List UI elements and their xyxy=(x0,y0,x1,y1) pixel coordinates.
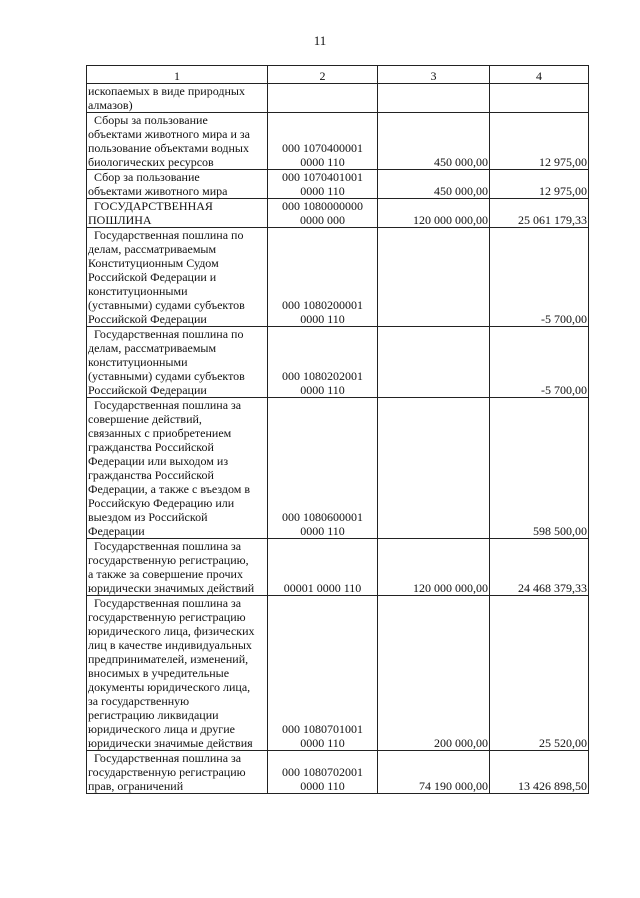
revenue-name-cell xyxy=(87,327,268,398)
revenue-name-line: государственную регистрацию, xyxy=(88,553,249,567)
revenue-name-line: прав, ограничений xyxy=(88,779,184,793)
revenue-name-line: лиц в качестве индивидуальных xyxy=(88,638,252,652)
revenue-name-line: ископаемых в виде природных xyxy=(88,84,245,98)
classification-code-cell xyxy=(268,539,378,596)
classification-code-line: 000 1080200001 xyxy=(282,298,363,312)
table-row xyxy=(87,113,589,170)
column-header-1: 1 xyxy=(87,66,268,84)
classification-code-line: 0000 000 xyxy=(300,213,345,227)
revenue-name-cell xyxy=(87,751,268,794)
column-header-3: 3 xyxy=(378,66,490,84)
planned-amount-cell xyxy=(378,228,490,327)
revenue-name-cell xyxy=(87,170,268,199)
table-row xyxy=(87,199,589,228)
classification-code-line: 000 1070400001 xyxy=(282,141,363,155)
revenue-name-line: Государственная пошлина за xyxy=(94,539,242,553)
revenue-name-line: юридически значимые действия xyxy=(88,736,253,750)
classification-code-cell xyxy=(268,170,378,199)
planned-amount-cell: 74 190 000,00 xyxy=(378,751,490,794)
classification-code-cell xyxy=(268,398,378,539)
revenue-name-line: выездом из Российской xyxy=(88,510,208,524)
page-number: 11 xyxy=(313,33,327,48)
revenue-name-line: Государственная пошлина по xyxy=(94,228,244,242)
revenue-name-line: Российской Федерации xyxy=(88,312,207,326)
classification-code-cell xyxy=(268,228,378,327)
classification-code-cell xyxy=(268,751,378,794)
revenue-name-line: государственную регистрацию xyxy=(88,765,246,779)
budget-revenue-table xyxy=(86,65,589,794)
classification-code-line: 0000 110 xyxy=(300,736,345,750)
revenue-name-line: ГОСУДАРСТВЕННАЯ xyxy=(94,199,213,213)
revenue-name-line: Российской Федерации xyxy=(88,383,207,397)
revenue-name-line: объектами животного мира xyxy=(88,184,228,198)
table-row xyxy=(87,84,589,113)
revenue-name-line: Государственная пошлина за xyxy=(94,398,242,412)
revenue-name-line: Конституционным Судом xyxy=(88,256,219,270)
classification-code-line: 0000 110 xyxy=(300,779,345,793)
classification-code-line: 000 1080000000 xyxy=(282,199,363,213)
revenue-name-line: Сборы за пользование xyxy=(94,113,208,127)
revenue-name-line: пользование объектами водных xyxy=(88,141,249,155)
classification-code-cell xyxy=(268,199,378,228)
classification-code-line: 000 1080202001 xyxy=(282,369,363,383)
classification-code-cell xyxy=(268,113,378,170)
revenue-name-line: гражданства Российской xyxy=(88,440,214,454)
actual-amount-cell: 25 520,00 xyxy=(490,596,589,751)
revenue-name-line: юридического лица, физических xyxy=(88,624,255,638)
planned-amount-cell: 450 000,00 xyxy=(378,170,490,199)
column-header-2: 2 xyxy=(268,66,378,84)
revenue-name-line: алмазов) xyxy=(88,98,133,112)
classification-code-cell xyxy=(268,596,378,751)
revenue-name-cell xyxy=(87,539,268,596)
revenue-name-line: Государственная пошлина по xyxy=(94,327,244,341)
classification-code-line: 000 1080600001 xyxy=(282,510,363,524)
classification-code-line: 000 1080702001 xyxy=(282,765,363,779)
actual-amount-cell: -5 700,00 xyxy=(490,327,589,398)
actual-amount-cell: 598 500,00 xyxy=(490,398,589,539)
revenue-name-line: за государственную xyxy=(88,694,190,708)
revenue-name-line: документы юридического лица, xyxy=(88,680,251,694)
table-row xyxy=(87,228,589,327)
column-header-4: 4 xyxy=(490,66,589,84)
table-row xyxy=(87,327,589,398)
table-row xyxy=(87,170,589,199)
classification-code-line: 0000 110 xyxy=(300,312,345,326)
classification-code-line: 00001 0000 110 xyxy=(283,581,362,595)
table-row xyxy=(87,398,589,539)
revenue-name-line: вносимых в учредительные xyxy=(88,666,230,680)
revenue-name-line: Государственная пошлина за xyxy=(94,751,242,765)
revenue-name-line: регистрацию ликвидации xyxy=(88,708,219,722)
revenue-name-line: гражданства Российской xyxy=(88,468,214,482)
classification-code-line: 0000 110 xyxy=(300,383,345,397)
planned-amount-cell: 450 000,00 xyxy=(378,113,490,170)
revenue-name-line: объектами животного мира и за xyxy=(88,127,250,141)
revenue-name-line: (уставными) судами субъектов xyxy=(88,369,245,383)
revenue-name-cell xyxy=(87,398,268,539)
actual-amount-cell: 12 975,00 xyxy=(490,113,589,170)
revenue-name-line: Федерации xyxy=(88,524,145,538)
revenue-name-line: а также за совершение прочих xyxy=(88,567,243,581)
actual-amount-cell: 25 061 179,33 xyxy=(490,199,589,228)
actual-amount-cell: 12 975,00 xyxy=(490,170,589,199)
planned-amount-cell: 200 000,00 xyxy=(378,596,490,751)
revenue-name-line: Сбор за пользование xyxy=(94,170,200,184)
revenue-name-line: Российской Федерации и xyxy=(88,270,217,284)
revenue-name-line: совершение действий, xyxy=(88,412,202,426)
revenue-name-line: делам, рассматриваемым xyxy=(88,242,217,256)
revenue-name-line: делам, рассматриваемым xyxy=(88,341,217,355)
planned-amount-cell xyxy=(378,398,490,539)
planned-amount-cell xyxy=(378,84,490,113)
table-row xyxy=(87,596,589,751)
revenue-name-line: Федерации или выходом из xyxy=(88,454,229,468)
actual-amount-cell: 13 426 898,50 xyxy=(490,751,589,794)
table-row xyxy=(87,751,589,794)
classification-code-line: 0000 110 xyxy=(300,524,345,538)
table-header-row xyxy=(87,66,589,84)
planned-amount-cell xyxy=(378,327,490,398)
revenue-name-line: предпринимателей, изменений, xyxy=(88,652,249,666)
revenue-name-line: конституционными xyxy=(88,284,188,298)
revenue-name-cell xyxy=(87,113,268,170)
actual-amount-cell: 24 468 379,33 xyxy=(490,539,589,596)
revenue-name-line: ПОШЛИНА xyxy=(88,213,152,227)
revenue-name-cell xyxy=(87,199,268,228)
revenue-name-line: Федерации, а также с въездом в xyxy=(88,482,251,496)
revenue-name-cell xyxy=(87,84,268,113)
classification-code-cell xyxy=(268,327,378,398)
revenue-name-line: Государственная пошлина за xyxy=(94,596,242,610)
actual-amount-cell: -5 700,00 xyxy=(490,228,589,327)
revenue-name-line: Российскую Федерацию или xyxy=(88,496,235,510)
classification-code-line: 000 1070401001 xyxy=(282,170,363,184)
classification-code-cell xyxy=(268,84,378,113)
revenue-name-line: (уставными) судами субъектов xyxy=(88,298,245,312)
revenue-name-line: государственную регистрацию xyxy=(88,610,246,624)
revenue-name-line: конституционными xyxy=(88,355,188,369)
revenue-name-line: юридически значимых действий xyxy=(88,581,255,595)
revenue-name-cell xyxy=(87,596,268,751)
classification-code-line: 000 1080701001 xyxy=(282,722,363,736)
revenue-name-line: связанных с приобретением xyxy=(88,426,232,440)
classification-code-line: 0000 110 xyxy=(300,184,345,198)
revenue-name-cell xyxy=(87,228,268,327)
revenue-name-line: юридического лица и другие xyxy=(88,722,235,736)
actual-amount-cell xyxy=(490,84,589,113)
classification-code-line: 0000 110 xyxy=(300,155,345,169)
planned-amount-cell: 120 000 000,00 xyxy=(378,539,490,596)
revenue-name-line: биологических ресурсов xyxy=(88,155,214,169)
planned-amount-cell: 120 000 000,00 xyxy=(378,199,490,228)
table-row xyxy=(87,539,589,596)
